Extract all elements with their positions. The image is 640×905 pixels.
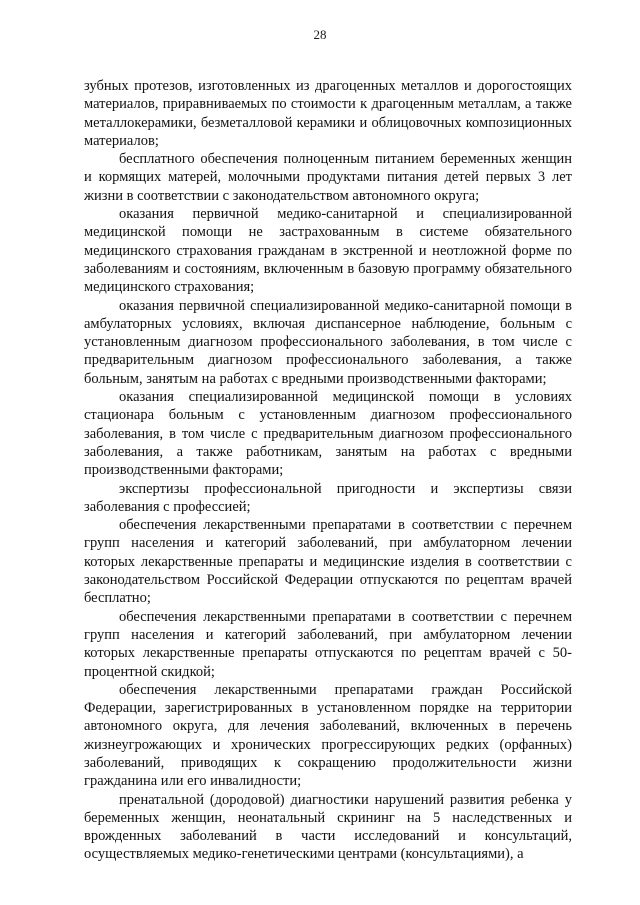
paragraph-free-medicines: обеспечения лекарственными препаратами в соответствии с перечнем групп населения и категорий заболеваний, при амбулаторном лечении которых лекарственные препараты и медицинские изделия в соответствии с законодательством Российской Федерации отпускаются по рецептам врачей бесплатно; [84, 517, 572, 607]
paragraph-prenatal-diagnostics: пренатальной (дородовой) диагностики нарушений развития ребенка у беременных женщин, неонатальный скрининг на 5 наследственных и врожденных заболеваний в части исследований и консультаций, осуществляемых медико-генетическими центрами (консультациями), а [84, 791, 572, 863]
paragraph-outpatient-occupational-care: оказания первичной специализированной медико-санитарной помощи в амбулаторных условиях, включая диспансерное наблюдение, больным с установленным диагнозом профессионального заболевания, в том числе с предварительным диагнозом профессионального заболевания, а также больным, занятым на работах с вредными производственными факторами; [84, 297, 572, 387]
paragraph-orphan-disease-medicines: обеспечения лекарственными препаратами граждан Российской Федерации, зарегистрированных в установленном порядке на территории автономного округа, для лечения заболеваний, включенных в перечень жизнеугрожающих и хронических прогрессирующих редких (орфанных) заболеваний, приводящих к сокращению продолжительности жизни гражданина или его инвалидности; [84, 681, 572, 790]
page-number: 28 [313, 27, 327, 42]
paragraph-discounted-medicines: обеспечения лекарственными препаратами в соответствии с перечнем групп населения и категорий заболеваний, при амбулаторном лечении которых лекарственные препараты отпускаются по рецептам врачей с 50-процентной скидкой; [84, 608, 572, 680]
paragraph-nutrition-provision: бесплатного обеспечения полноценным питанием беременных женщин и кормящих матерей, молочными продуктами питания детей первых 3 лет жизни в соответствии с законодательством автономного округа; [84, 151, 572, 204]
paragraph-uninsured-emergency-care: оказания первичной медико-санитарной и специализированной медицинской помощи не застрахованным в системе обязательного медицинского страхования гражданам в экстренной и неотложной форме по заболеваниям и состояниям, включенным в базовую программу обязательного медицинского страхования; [84, 206, 572, 296]
paragraph-dental-prosthetics: зубных протезов, изготовленных из драгоценных металлов и дорогостоящих материалов, приравниваемых по стоимости к драгоценным металлам, а также металлокерамики, безметалловой керамики и облицовочных композиционных материалов; [84, 78, 572, 149]
paragraph-inpatient-occupational-care: оказания специализированной медицинской помощи в условиях стационара больным с установленным диагнозом профессионального заболевания, в том числе с предварительным диагнозом профессионального заболевания, а также работникам, занятым на работах с вредными производственными факторами; [84, 389, 572, 479]
document-body [84, 77, 572, 864]
paragraph-occupational-expertise: экспертизы профессиональной пригодности и экспертизы связи заболевания с профессией; [84, 480, 572, 515]
